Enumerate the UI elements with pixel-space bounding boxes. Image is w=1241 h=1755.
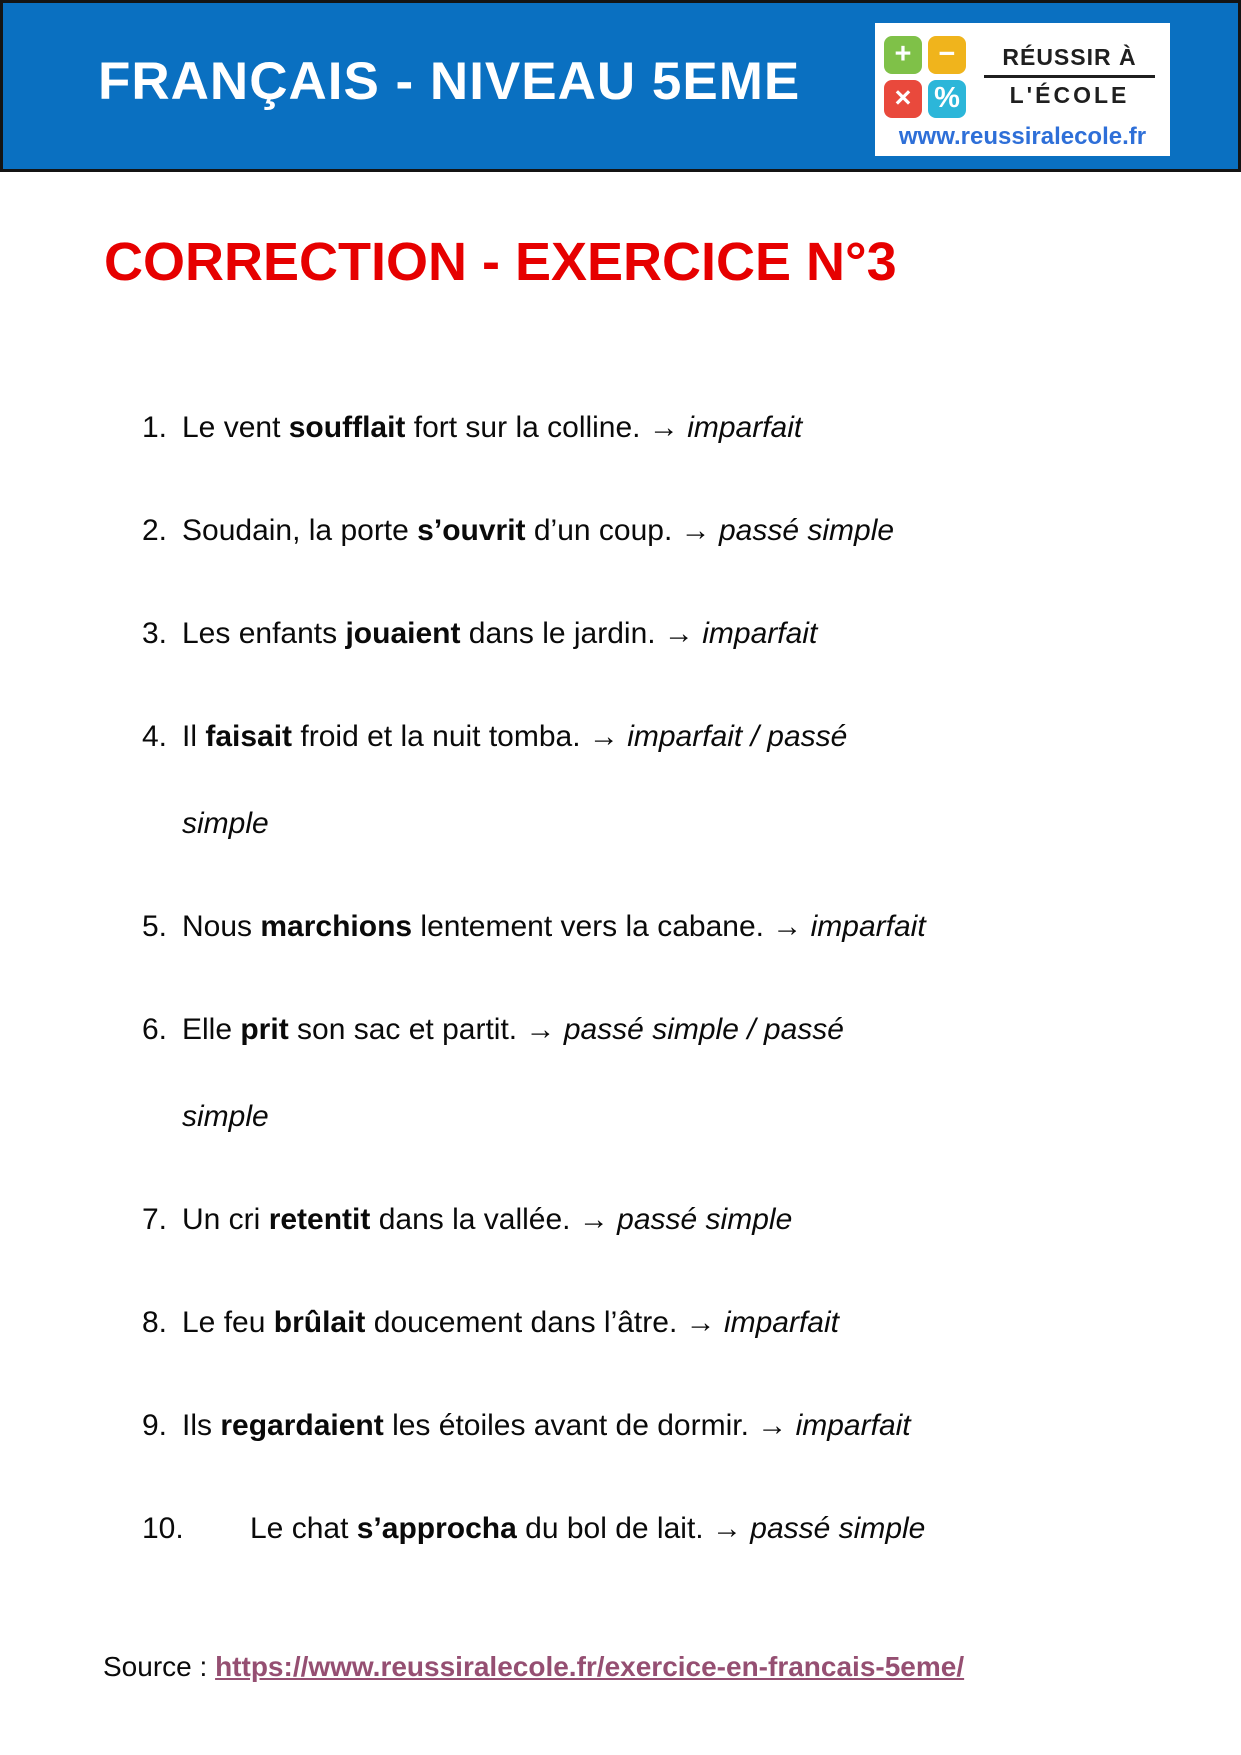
percent-icon: %: [928, 80, 966, 118]
item-text: Elle prit son sac et partit. → passé simple / passé simple: [182, 1013, 844, 1133]
item-text: Les enfants jouaient dans le jardin. → imparfait: [182, 617, 818, 650]
logo-divider: [984, 75, 1155, 78]
list-item: [142, 1176, 1150, 1263]
item-number: 2.: [142, 514, 168, 547]
item-number: 6.: [142, 1013, 168, 1046]
list-item: [142, 1485, 1150, 1572]
list-item: [142, 384, 1150, 471]
item-number: 1.: [142, 411, 168, 444]
item-number: 8.: [142, 1306, 168, 1339]
plus-icon: +: [884, 36, 922, 74]
list-item: [142, 883, 1150, 970]
logo-brand-line1: RÉUSSIR À: [1002, 44, 1137, 70]
logo-brand-line2: L'ÉCOLE: [1009, 82, 1130, 108]
item-text: Il faisait froid et la nuit tomba. → imparfait / passé simple: [182, 720, 848, 840]
reussiralecole-logo: [875, 23, 1170, 156]
list-item: [142, 487, 1150, 574]
item-number: 7.: [142, 1203, 168, 1236]
list-item: [142, 1279, 1150, 1366]
logo-brand-text: [978, 44, 1161, 109]
logo-operator-grid: [884, 36, 966, 118]
source-line: [103, 1650, 964, 1684]
item-number: 9.: [142, 1409, 168, 1442]
item-text: Nous marchions lentement vers la cabane. → imparfait: [182, 910, 926, 943]
item-number: 3.: [142, 617, 168, 650]
item-text: Un cri retentit dans la vallée. → passé simple: [182, 1203, 793, 1236]
list-item: [142, 986, 1150, 1160]
item-text: Le vent soufflait fort sur la colline. → imparfait: [182, 411, 803, 444]
page-title: CORRECTION - EXERCICE N°3: [104, 232, 897, 292]
item-number: 4.: [142, 720, 168, 753]
header-band: [0, 0, 1241, 172]
item-number: 10.: [142, 1512, 184, 1545]
item-text: Ils regardaient les étoiles avant de dormir. → imparfait: [182, 1409, 911, 1442]
item-text: Le chat s’approcha du bol de lait. → passé simple: [250, 1512, 926, 1545]
item-text: Soudain, la porte s’ouvrit d’un coup. → passé simple: [182, 514, 895, 547]
list-item: [142, 1382, 1150, 1469]
document-title: FRANÇAIS - NIVEAU 5EME: [98, 52, 801, 111]
exercise-list: [142, 384, 1150, 1588]
logo-top-row: [884, 30, 1161, 123]
logo-website: www.reussiralecole.fr: [898, 123, 1147, 150]
minus-icon: −: [928, 36, 966, 74]
item-number: 5.: [142, 910, 168, 943]
source-label: Source :: [103, 1651, 216, 1682]
multiply-icon: ×: [884, 80, 922, 118]
source-link[interactable]: https://www.reussiralecole.fr/exercice-en-francais-5eme/: [215, 1651, 965, 1682]
item-text: Le feu brûlait doucement dans l’âtre. → imparfait: [182, 1306, 839, 1339]
list-item: [142, 590, 1150, 677]
list-item: [142, 693, 1150, 867]
